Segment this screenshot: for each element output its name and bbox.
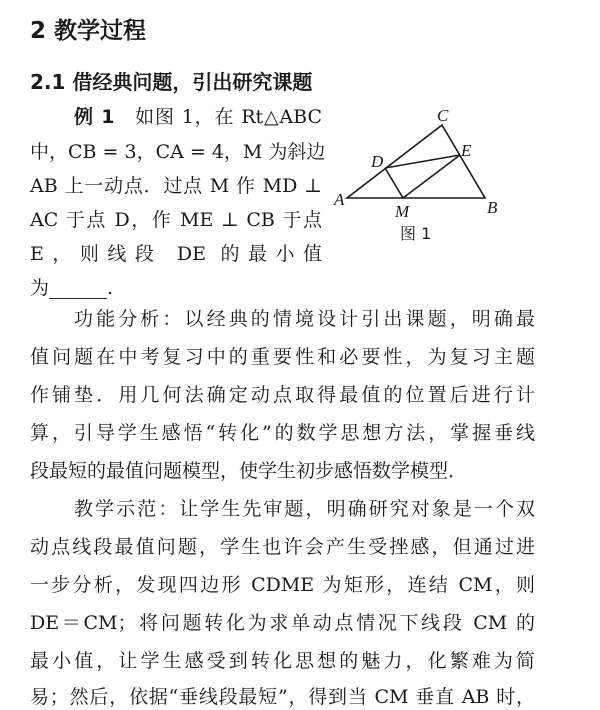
segment-de <box>385 155 460 168</box>
paragraph-line: 动点线段最值问题，学生也许会产生受挫感，但通过进 <box>30 536 535 558</box>
figure-caption: 图 1 <box>400 224 432 243</box>
paragraph-line: 最小值，让学生感受到转化思想的魅力，化繁难为简 <box>30 650 535 672</box>
paragraph-line: 作铺垫．用几何法确定动点取得最值的位置后进行计 <box>30 384 535 406</box>
example-text: 为 <box>30 277 50 299</box>
label-c: C <box>437 106 449 125</box>
label-e: E <box>461 141 472 160</box>
segment-me <box>403 155 460 198</box>
paragraph-line: 功能分析：以经典的情境设计引出课题，明确最 <box>74 308 535 330</box>
period: . <box>107 277 114 299</box>
paragraph-line: 段最短的最值问题模型，使学生初步感悟数学模型． <box>30 460 468 482</box>
label-a: A <box>334 190 345 209</box>
label-m: M <box>395 202 410 221</box>
paragraph-line: 值问题在中考复习中的重要性和必要性，为复习主题 <box>30 346 535 368</box>
subsection-heading: 2.1 借经典问题，引出研究课题 <box>30 70 313 94</box>
paragraph-line: 易；然后，依据“垂线段最短”，得到当 CM 垂直 AB 时， <box>30 686 535 708</box>
example-line: 中，CB = 3，CA = 4，M 为斜边 <box>30 141 326 163</box>
label-b: B <box>487 198 498 217</box>
example-text: 如图 1，在 Rt△ABC <box>135 106 322 128</box>
segment-md <box>385 168 403 198</box>
triangle-abc <box>347 125 485 198</box>
section-heading: 2 教学过程 <box>30 18 147 44</box>
paragraph-line: DE＝CM；将问题转化为求单动点情况下线段 CM 的 <box>30 612 535 634</box>
paragraph-line: 算，引导学生感悟“转化”的数学思想方法，掌握垂线 <box>30 422 535 444</box>
paragraph-line: 教学示范：让学生先审题，明确研究对象是一个双 <box>74 498 535 520</box>
example-line: AC 于点 D，作 ME ⊥ CB 于点 <box>30 209 322 231</box>
example-line: AB 上一动点．过点 M 作 MD ⊥ <box>30 175 322 197</box>
example-label: 例 1 <box>74 106 115 128</box>
example-line: E，则线段 DE 的最小值 <box>30 243 322 265</box>
paragraph-line: 一步分析，发现四边形 CDME 为矩形，连结 CM，则 <box>30 574 535 596</box>
label-d: D <box>371 152 384 171</box>
